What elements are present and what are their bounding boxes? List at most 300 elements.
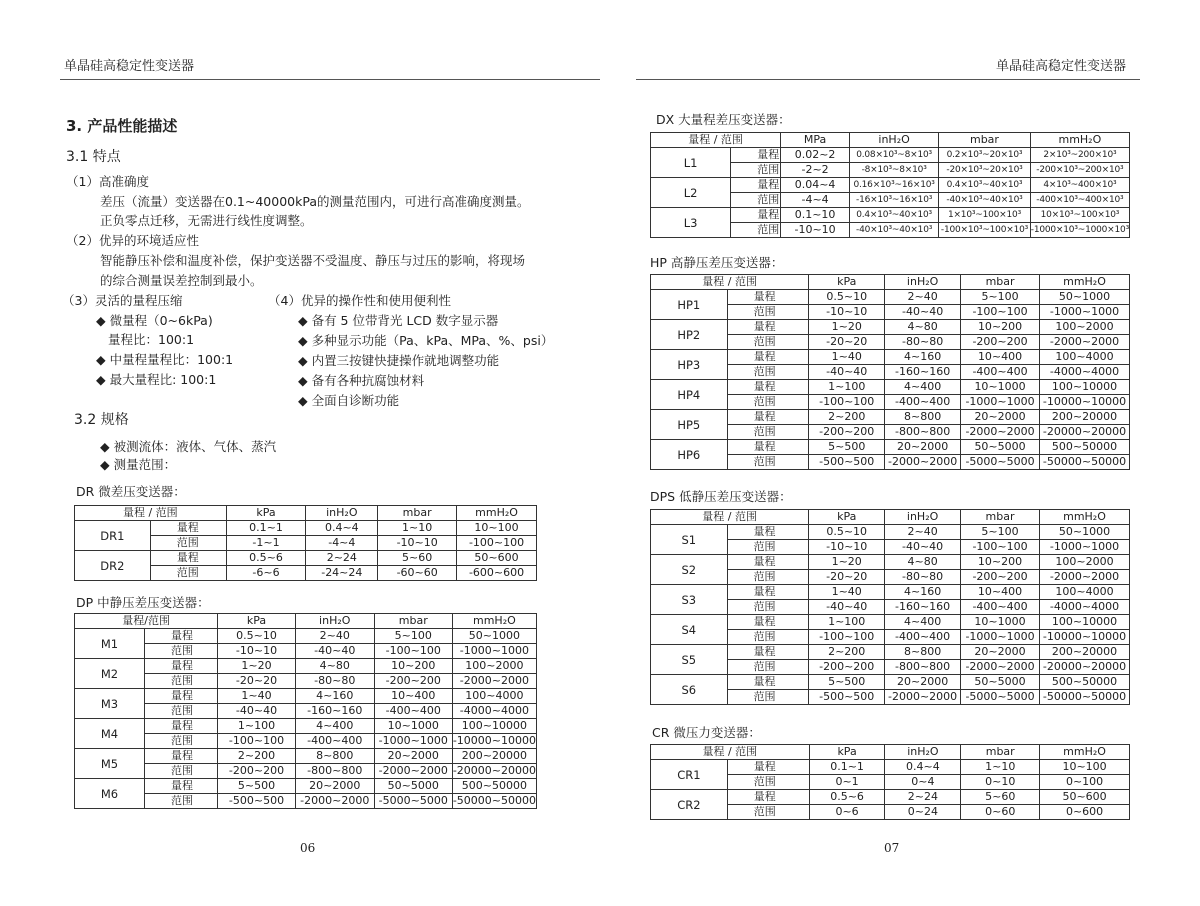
span-label: 量程: [145, 629, 218, 644]
span-value: 4~400: [885, 615, 961, 630]
header-cell: 量程 / 范围: [651, 133, 781, 148]
range-value: -20~20: [809, 570, 885, 585]
range-value: -20000~20000: [1040, 660, 1130, 675]
range-value: -400×10³~400×10³: [1030, 193, 1129, 208]
span-label: 量程: [145, 719, 218, 734]
span-value: 1~20: [809, 320, 885, 335]
range-value: -1000~1000: [1040, 305, 1130, 320]
table-header-row: [651, 745, 1130, 760]
span-value: 0.1~10: [781, 208, 850, 223]
span-value: 100~4000: [1040, 350, 1130, 365]
range-value: -400~400: [295, 734, 374, 749]
model-cell: HP1: [651, 290, 728, 320]
model-cell: DR2: [75, 551, 151, 581]
feature-4-item: ◆ 全面自诊断功能: [298, 393, 400, 408]
span-value: 0.5~10: [809, 290, 885, 305]
span-label: 量程: [145, 659, 218, 674]
table-row: [651, 320, 1130, 335]
model-cell: S6: [651, 675, 728, 705]
range-value: -100~100: [809, 630, 885, 645]
range-value: -200~200: [809, 660, 885, 675]
left-header-rule: [60, 79, 600, 80]
range-value: -2000~2000: [885, 455, 961, 470]
table-row: [75, 749, 537, 764]
header-cell: mbar: [961, 745, 1040, 760]
range-value: 0~4: [885, 775, 961, 790]
span-value: 0.4~4: [306, 521, 378, 536]
model-cell: HP5: [651, 410, 728, 440]
dps-spec-table: [650, 509, 1130, 705]
table-row: [651, 645, 1130, 660]
range-value: -200×10³~200×10³: [1030, 163, 1129, 178]
span-value: 0.02~2: [781, 148, 850, 163]
span-value: 1~100: [809, 615, 885, 630]
span-value: 1~40: [218, 689, 296, 704]
feature-3-item: ◆ 微量程（0~6kPa): [96, 313, 213, 328]
span-value: 10~1000: [374, 719, 452, 734]
range-value: -20000~20000: [1040, 425, 1130, 440]
table-row: [651, 760, 1130, 775]
span-label: 量程: [727, 410, 809, 425]
table-row: [75, 734, 537, 749]
span-value: 4~80: [885, 555, 961, 570]
range-label: 范围: [727, 455, 809, 470]
span-value: 4~400: [295, 719, 374, 734]
table-row: [75, 674, 537, 689]
feature-3-item: ◆ 最大量程比: 100:1: [96, 372, 217, 387]
range-value: -160~160: [295, 704, 374, 719]
span-value: 10~200: [374, 659, 452, 674]
range-value: -2000~2000: [374, 764, 452, 779]
span-value: 2~200: [809, 410, 885, 425]
range-value: 0~60: [961, 805, 1040, 820]
header-cell: mmH₂O: [1030, 133, 1129, 148]
span-value: 0.4×10³~40×10³: [939, 178, 1031, 193]
span-label: 量程: [727, 440, 809, 455]
range-value: 0~6: [809, 805, 885, 820]
range-value: -160~160: [885, 365, 961, 380]
span-value: 100~10000: [1040, 615, 1130, 630]
model-cell: M3: [75, 689, 145, 719]
header-cell: 量程 / 范围: [651, 745, 810, 760]
model-cell: S1: [651, 525, 728, 555]
model-cell: CR1: [651, 760, 728, 790]
range-value: -40×10³~40×10³: [939, 193, 1031, 208]
range-value: 0~10: [961, 775, 1040, 790]
left-page-number: 06: [300, 841, 316, 855]
span-label: 量程: [150, 521, 226, 536]
span-label: 量程: [145, 749, 218, 764]
range-value: -40~40: [809, 600, 885, 615]
range-label: 范围: [150, 566, 226, 581]
header-cell: 量程 / 范围: [651, 510, 809, 525]
range-label: 范围: [727, 630, 809, 645]
table-row: [651, 290, 1130, 305]
span-value: 8~800: [295, 749, 374, 764]
range-label: 范围: [727, 305, 809, 320]
features-heading: 3.1 特点: [66, 149, 121, 165]
span-value: 10×10³~100×10³: [1030, 208, 1129, 223]
range-value: -5000~5000: [961, 455, 1040, 470]
range-value: -10000~10000: [1040, 395, 1130, 410]
range-value: -400~400: [374, 704, 452, 719]
feature-2-line-2: 的综合测量误差控制到最小。: [100, 273, 263, 288]
span-value: 2~200: [218, 749, 296, 764]
feature-4-item: ◆ 备有各种抗腐蚀材料: [298, 373, 425, 388]
header-cell: MPa: [781, 133, 850, 148]
range-value: -2~2: [781, 163, 850, 178]
range-value: -40~40: [218, 704, 296, 719]
span-value: 2~40: [885, 525, 961, 540]
span-value: 5~500: [218, 779, 296, 794]
span-value: 50~5000: [374, 779, 452, 794]
range-value: -4~4: [781, 193, 850, 208]
feature-4-title: （4）优异的操作性和使用便利性: [268, 293, 451, 308]
dp-spec-table: [74, 613, 537, 809]
model-cell: HP6: [651, 440, 728, 470]
span-value: 0.1~1: [226, 521, 306, 536]
span-value: 5~60: [961, 790, 1040, 805]
dp-table-title: DP 中静压差压变送器：: [76, 595, 210, 610]
span-value: 1~20: [218, 659, 296, 674]
range-value: -500~500: [809, 690, 885, 705]
table-row: [651, 350, 1130, 365]
range-value: -2000~2000: [1040, 570, 1130, 585]
header-cell: 量程/范围: [75, 614, 218, 629]
span-value: 0.5~10: [218, 629, 296, 644]
table-row: [75, 659, 537, 674]
table-row: [651, 208, 1130, 223]
span-label: 量程: [727, 555, 809, 570]
range-label: 范围: [145, 734, 218, 749]
span-value: 10~200: [961, 320, 1040, 335]
hp-spec-table: [650, 274, 1130, 470]
range-label: 范围: [731, 163, 781, 178]
table-header-row: [75, 614, 537, 629]
table-row: [651, 525, 1130, 540]
span-value: 20~2000: [295, 779, 374, 794]
span-value: 50~5000: [961, 675, 1040, 690]
cr-table-title: CR 微压力变送器：: [652, 725, 761, 740]
range-value: -4~4: [306, 536, 378, 551]
range-value: -2000~2000: [452, 674, 536, 689]
range-value: -8×10³~8×10³: [850, 163, 939, 178]
section-title: 3. 产品性能描述: [66, 117, 178, 135]
span-value: 50~600: [457, 551, 537, 566]
span-value: 1~40: [809, 585, 885, 600]
span-value: 500~50000: [1040, 440, 1130, 455]
range-value: -10~10: [809, 305, 885, 320]
table-row: [75, 644, 537, 659]
range-value: 0~600: [1040, 805, 1130, 820]
span-value: 1~100: [809, 380, 885, 395]
span-label: 量程: [727, 790, 809, 805]
span-value: 10~400: [374, 689, 452, 704]
range-value: -100~100: [218, 734, 296, 749]
dx-table-title: DX 大量程差压变送器：: [656, 112, 791, 127]
range-label: 范围: [727, 600, 809, 615]
span-label: 量程: [727, 760, 809, 775]
feature-4-item: ◆ 内置三按键快捷操作就地调整功能: [298, 353, 500, 368]
range-value: -2000~2000: [961, 425, 1040, 440]
span-value: 0.4×10³~40×10³: [850, 208, 939, 223]
range-value: -6~6: [226, 566, 306, 581]
header-cell: kPa: [226, 506, 306, 521]
range-value: 0~1: [809, 775, 885, 790]
range-value: -100~100: [961, 305, 1040, 320]
range-value: -500~500: [218, 794, 296, 809]
span-value: 1~10: [961, 760, 1040, 775]
range-value: -4000~4000: [1040, 365, 1130, 380]
span-value: 200~20000: [452, 749, 536, 764]
model-cell: HP2: [651, 320, 728, 350]
range-label: 范围: [727, 365, 809, 380]
header-cell: inH₂O: [885, 510, 961, 525]
span-value: 4~160: [885, 585, 961, 600]
span-label: 量程: [727, 525, 809, 540]
model-cell: L2: [651, 178, 731, 208]
span-value: 100~2000: [1040, 555, 1130, 570]
range-value: -1000~1000: [452, 644, 536, 659]
model-cell: S4: [651, 615, 728, 645]
range-value: -2000~2000: [961, 660, 1040, 675]
dr-spec-table: [74, 505, 537, 581]
range-value: -500~500: [809, 455, 885, 470]
header-cell: inH₂O: [306, 506, 378, 521]
range-value: -400~400: [885, 630, 961, 645]
span-value: 0.08×10³~8×10³: [850, 148, 939, 163]
span-value: 4~160: [885, 350, 961, 365]
header-cell: kPa: [809, 275, 885, 290]
header-cell: inH₂O: [885, 275, 961, 290]
span-value: 0.16×10³~16×10³: [850, 178, 939, 193]
model-cell: S5: [651, 645, 728, 675]
model-cell: S2: [651, 555, 728, 585]
span-label: 量程: [731, 208, 781, 223]
feature-4-item: ◆ 备有 5 位带背光 LCD 数字显示器: [298, 313, 499, 328]
span-value: 10~100: [1040, 760, 1130, 775]
span-label: 量程: [727, 350, 809, 365]
range-value: -60~60: [378, 566, 457, 581]
range-value: -200~200: [961, 570, 1040, 585]
range-value: -80~80: [885, 570, 961, 585]
range-value: 0~24: [885, 805, 961, 820]
range-value: 0~100: [1040, 775, 1130, 790]
span-value: 5~500: [809, 440, 885, 455]
model-cell: M2: [75, 659, 145, 689]
range-value: -10000~10000: [1040, 630, 1130, 645]
range-value: -1000~1000: [961, 395, 1040, 410]
range-label: 范围: [727, 395, 809, 410]
model-cell: M1: [75, 629, 145, 659]
span-value: 4~160: [295, 689, 374, 704]
table-header-row: [75, 506, 537, 521]
range-label: 范围: [145, 674, 218, 689]
range-value: -800~800: [295, 764, 374, 779]
span-value: 200~20000: [1040, 645, 1130, 660]
span-label: 量程: [727, 290, 809, 305]
span-value: 20~2000: [961, 410, 1040, 425]
header-cell: mbar: [378, 506, 457, 521]
span-value: 0.5~6: [809, 790, 885, 805]
header-cell: 量程 / 范围: [75, 506, 227, 521]
feature-3-item: 量程比：100:1: [108, 332, 195, 347]
span-label: 量程: [150, 551, 226, 566]
left-page-header: 单晶硅高稳定性变送器: [64, 59, 195, 74]
header-cell: kPa: [218, 614, 296, 629]
range-label: 范围: [727, 805, 809, 820]
span-label: 量程: [731, 148, 781, 163]
header-cell: mbar: [961, 510, 1040, 525]
feature-1-line-2: 正负零点迁移，无需进行线性度调整。: [100, 213, 313, 228]
span-value: 10~400: [961, 350, 1040, 365]
span-value: 1~10: [378, 521, 457, 536]
table-row: [651, 148, 1130, 163]
range-value: -100~100: [809, 395, 885, 410]
table-row: [651, 178, 1130, 193]
range-value: -100×10³~100×10³: [939, 223, 1031, 238]
table-row: [75, 779, 537, 794]
header-cell: inH₂O: [850, 133, 939, 148]
range-value: -1000~1000: [961, 630, 1040, 645]
range-value: -400~400: [961, 365, 1040, 380]
span-value: 2~40: [885, 290, 961, 305]
range-value: -50000~50000: [1040, 690, 1130, 705]
range-value: -20~20: [809, 335, 885, 350]
span-value: 5~500: [809, 675, 885, 690]
table-row: [651, 440, 1130, 455]
table-row: [75, 719, 537, 734]
span-value: 50~600: [1040, 790, 1130, 805]
range-label: 范围: [150, 536, 226, 551]
range-value: -400~400: [885, 395, 961, 410]
span-value: 4~80: [885, 320, 961, 335]
right-page-number: 07: [884, 841, 900, 855]
range-label: 范围: [727, 540, 809, 555]
model-cell: M6: [75, 779, 145, 809]
table-header-row: [651, 133, 1130, 148]
span-value: 100~2000: [1040, 320, 1130, 335]
span-value: 0.5~10: [809, 525, 885, 540]
range-label: 范围: [145, 794, 218, 809]
table-row: [75, 551, 537, 566]
range-value: -40~40: [809, 365, 885, 380]
range-label: 范围: [727, 775, 809, 790]
range-value: -40~40: [885, 540, 961, 555]
feature-3-item: ◆ 中量程量程比：100:1: [96, 352, 234, 367]
range-label: 范围: [145, 644, 218, 659]
feature-4-item: ◆ 多种显示功能（Pa、kPa、MPa、%、psi）: [298, 333, 554, 348]
table-row: [651, 615, 1130, 630]
span-value: 2~24: [885, 790, 961, 805]
range-label: 范围: [145, 704, 218, 719]
spec-item: ◆ 测量范围：: [100, 457, 177, 472]
range-value: -1000~1000: [1040, 540, 1130, 555]
range-value: -10~10: [218, 644, 296, 659]
range-value: -1~1: [226, 536, 306, 551]
header-cell: mmH₂O: [1040, 510, 1130, 525]
span-label: 量程: [727, 615, 809, 630]
dps-table-title: DPS 低静压差压变送器：: [650, 489, 792, 504]
span-value: 20~2000: [374, 749, 452, 764]
table-row: [75, 629, 537, 644]
table-row: [651, 585, 1130, 600]
span-value: 100~10000: [1040, 380, 1130, 395]
range-value: -400~400: [961, 600, 1040, 615]
span-value: 50~1000: [1040, 290, 1130, 305]
range-value: -100~100: [457, 536, 537, 551]
range-value: -10~10: [809, 540, 885, 555]
span-value: 100~10000: [452, 719, 536, 734]
span-value: 20~2000: [885, 440, 961, 455]
range-value: -200~200: [809, 425, 885, 440]
table-row: [651, 410, 1130, 425]
range-label: 范围: [731, 193, 781, 208]
span-value: 2~24: [306, 551, 378, 566]
span-value: 100~2000: [452, 659, 536, 674]
feature-1-line-1: 差压（流量）变送器在0.1~40000kPa的测量范围内，可进行高准确度测量。: [100, 194, 530, 209]
table-row: [75, 704, 537, 719]
span-value: 20~2000: [961, 645, 1040, 660]
range-value: -20×10³~20×10³: [939, 163, 1031, 178]
span-label: 量程: [731, 178, 781, 193]
spec-item: ◆ 被测流体：液体、气体、蒸汽: [100, 439, 277, 454]
span-value: 500~50000: [452, 779, 536, 794]
table-row: [75, 689, 537, 704]
span-value: 10~1000: [961, 380, 1040, 395]
feature-1-title: （1）高准确度: [66, 174, 149, 189]
table-header-row: [651, 510, 1130, 525]
header-cell: mmH₂O: [457, 506, 537, 521]
range-value: -2000~2000: [295, 794, 374, 809]
span-value: 5~60: [378, 551, 457, 566]
span-label: 量程: [145, 689, 218, 704]
span-value: 1~100: [218, 719, 296, 734]
header-cell: inH₂O: [885, 745, 961, 760]
header-cell: kPa: [809, 745, 885, 760]
range-value: -200~200: [218, 764, 296, 779]
span-value: 1~20: [809, 555, 885, 570]
header-cell: mbar: [961, 275, 1040, 290]
span-value: 10~100: [457, 521, 537, 536]
model-cell: L1: [651, 148, 731, 178]
feature-3-title: （3）灵活的量程压缩: [62, 293, 183, 308]
range-value: -16×10³~16×10³: [850, 193, 939, 208]
dx-spec-table: [650, 132, 1130, 238]
range-value: -800~800: [885, 660, 961, 675]
range-value: -10000~10000: [452, 734, 536, 747]
span-value: 5~100: [961, 525, 1040, 540]
table-row: [651, 555, 1130, 570]
span-value: 2~40: [295, 629, 374, 644]
span-value: 0.1~1: [809, 760, 885, 775]
span-value: 4×10³~400×10³: [1030, 178, 1129, 193]
range-label: 范围: [727, 660, 809, 675]
header-cell: mmH₂O: [1040, 745, 1130, 760]
range-value: -50000~50000: [452, 794, 536, 807]
header-cell: 量程 / 范围: [651, 275, 809, 290]
right-page-header: 单晶硅高稳定性变送器: [996, 59, 1127, 74]
span-label: 量程: [727, 380, 809, 395]
span-value: 5~100: [961, 290, 1040, 305]
span-value: 5~100: [374, 629, 452, 644]
model-cell: CR2: [651, 790, 728, 820]
span-value: 10~1000: [961, 615, 1040, 630]
range-value: -200~200: [961, 335, 1040, 350]
range-value: -5000~5000: [374, 794, 452, 809]
feature-2-title: （2）优异的环境适应性: [66, 233, 199, 248]
range-label: 范围: [145, 764, 218, 779]
